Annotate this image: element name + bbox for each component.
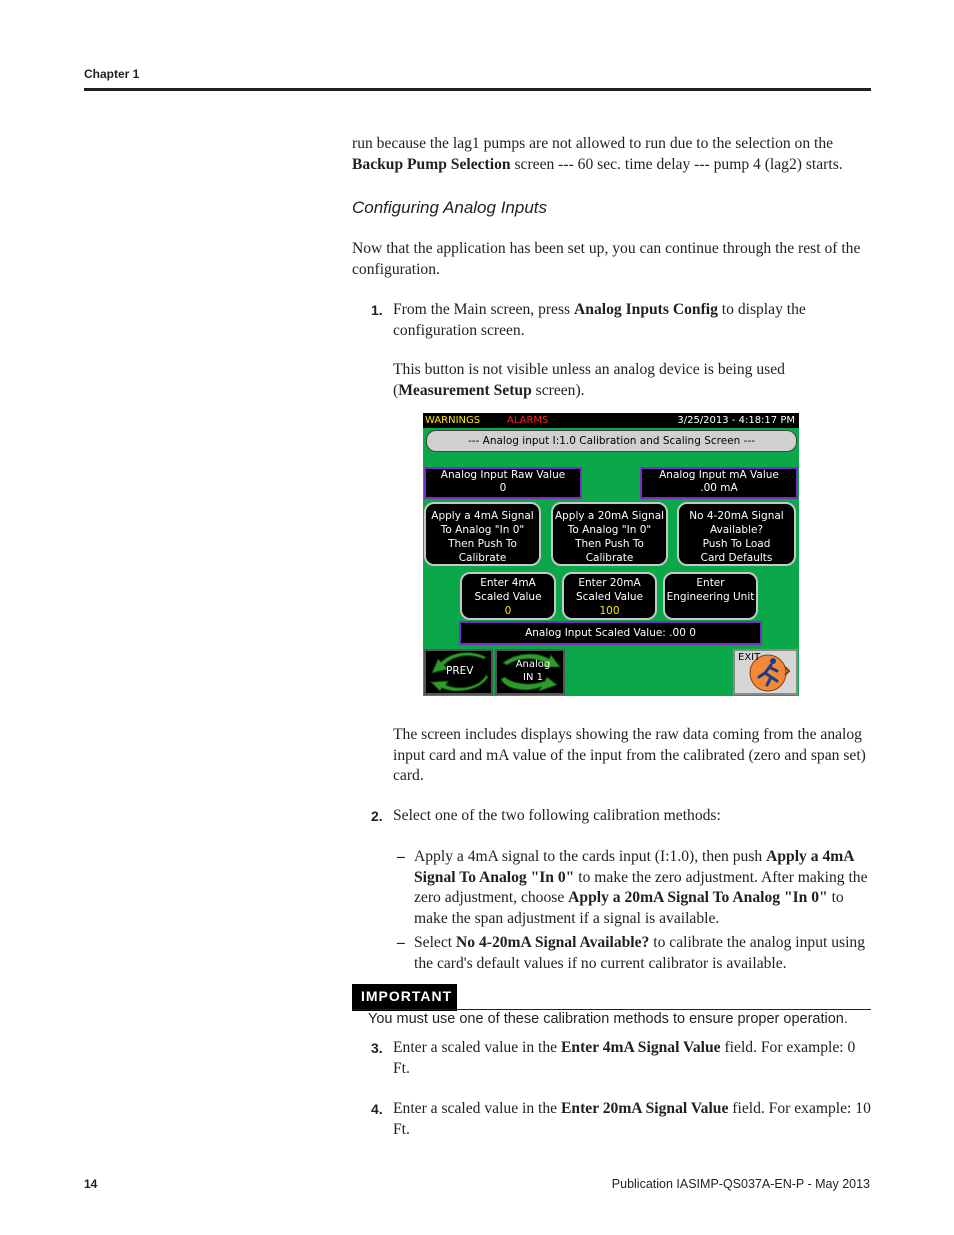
chapter-label: Chapter 1 xyxy=(84,67,140,81)
hmi-enter-20ma-button[interactable] xyxy=(562,572,657,620)
hmi-btn-20ma-l3: Then Push To xyxy=(575,538,644,550)
hmi-btn-default-l1: No 4-20mA Signal xyxy=(689,510,784,522)
intro-line2: screen --- 60 sec. time delay --- pump 4 (lag2) starts. xyxy=(510,155,843,173)
step1-note-post: screen). xyxy=(531,381,585,399)
bullet-text xyxy=(414,847,870,929)
bullet1-t1: Apply a 4mA signal to the cards input (I:1.0), then push xyxy=(414,848,767,865)
hmi-analog-in1-l1: Analog xyxy=(515,659,551,670)
hmi-title-bar: --- Analog input I:1.0 Calibration and Scaling Screen --- xyxy=(426,430,797,452)
hmi-btn-20ma-l1: Apply a 20mA Signal xyxy=(554,510,665,522)
bullet1-t3: to make the span adjustment if a signal is available. xyxy=(414,889,844,927)
hmi-calibration-screenshot xyxy=(423,413,799,696)
important-badge: IMPORTANT xyxy=(352,984,457,1011)
hmi-analog-in1-button[interactable] xyxy=(495,649,565,695)
hmi-warnings: WARNINGS xyxy=(425,415,481,426)
hmi-enter-20ma-l2: Scaled Value xyxy=(575,591,644,603)
step4-pre: Enter a scaled value in the xyxy=(393,1100,561,1117)
hmi-enter-20ma-value: 100 xyxy=(599,605,620,617)
hmi-btn-default-l4: Card Defaults xyxy=(700,552,773,564)
hmi-apply-4ma-button[interactable] xyxy=(424,502,541,566)
hmi-btn-20ma-l4: Calibrate xyxy=(585,552,634,564)
hmi-btn-4ma-l2: To Analog "In 0" xyxy=(440,524,525,536)
bullet2-t2: to calibrate the analog input using the card's default values if no current calibrator is available. xyxy=(414,934,866,972)
important-text: You must use one of these calibration methods to ensure proper operation. xyxy=(368,1011,848,1027)
hmi-ma-value-display xyxy=(640,467,798,499)
publication-info: Publication IASIMP-QS037A-EN-P - May 2013 xyxy=(611,1177,870,1191)
hmi-exit-button[interactable] xyxy=(733,649,798,695)
step-number: 4. xyxy=(371,1101,383,1117)
step1-pre: From the Main screen, press xyxy=(393,301,575,318)
hmi-raw-value-display xyxy=(424,467,582,499)
bullet-text xyxy=(414,933,870,974)
hmi-btn-4ma-l3: Then Push To xyxy=(448,538,517,550)
hmi-enter-4ma-button[interactable] xyxy=(460,572,556,620)
intro-bold: Backup Pump Selection xyxy=(352,155,511,173)
hmi-apply-20ma-button[interactable] xyxy=(551,502,668,566)
hmi-enter-unit-l1: Enter xyxy=(696,577,725,589)
hmi-datetime: 3/25/2013 - 4:18:17 PM xyxy=(677,415,795,426)
step1-note-bold: Measurement Setup xyxy=(398,381,532,399)
setup-paragraph: Now that the application has been set up, you can continue through the rest of the configuration. xyxy=(352,240,861,278)
hmi-btn-4ma-l4: Calibrate xyxy=(458,552,507,564)
page-number: 14 xyxy=(84,1177,98,1191)
bullet2-t1: Select xyxy=(414,934,456,951)
hmi-btn-default-l2: Available? xyxy=(709,524,764,536)
hmi-alarms: ALARMS xyxy=(507,415,549,426)
hmi-enter-unit-l2: Engineering Unit xyxy=(666,591,755,603)
hmi-scaled-value-display: Analog Input Scaled Value: .00 0 xyxy=(459,621,762,645)
hmi-enter-4ma-l2: Scaled Value xyxy=(474,591,542,603)
bullet1-b2: Apply a 20mA Signal To Analog "In 0" xyxy=(568,889,828,906)
hmi-load-defaults-button[interactable] xyxy=(677,502,796,566)
hmi-raw-label: Analog Input Raw Value xyxy=(440,469,566,481)
step1-bold: Analog Inputs Config xyxy=(574,301,718,318)
intro-line1: run because the lag1 pumps are not allowed to run due to the selection on the xyxy=(352,135,834,152)
important-rule xyxy=(352,1009,871,1010)
hmi-btn-20ma-l2: To Analog "In 0" xyxy=(567,524,652,536)
bullet1-t2: to make the zero adjustment. After making the zero adjustment, choose xyxy=(414,868,868,906)
step-text xyxy=(393,300,871,341)
step3-pre: Enter a scaled value in the xyxy=(393,1039,561,1056)
hmi-exit-label: EXIT xyxy=(738,652,761,663)
intro-paragraph xyxy=(352,134,874,175)
hmi-ma-label: Analog Input mA Value xyxy=(659,469,779,481)
hmi-btn-4ma-l1: Apply a 4mA Signal xyxy=(431,510,534,522)
step3-bold: Enter 4mA Signal Value xyxy=(561,1039,721,1056)
bullet2-b1: No 4-20mA Signal Available? xyxy=(456,934,650,951)
hmi-enter-4ma-value: 0 xyxy=(504,605,512,617)
step-number: 3. xyxy=(371,1040,383,1056)
step1-note xyxy=(393,360,871,401)
hmi-raw-value: 0 xyxy=(499,482,507,494)
hmi-btn-default-l3: Push To Load xyxy=(702,538,771,550)
hmi-analog-in1-label xyxy=(513,658,553,684)
bullet-dash: – xyxy=(397,934,405,951)
step-number: 2. xyxy=(371,808,383,824)
hmi-enter-unit-button[interactable] xyxy=(663,572,758,620)
hmi-prev-button[interactable] xyxy=(424,649,493,695)
step4-post: field. For example: 10 Ft. xyxy=(393,1100,871,1138)
hmi-top-bar xyxy=(423,413,799,428)
step-number: 1. xyxy=(371,302,383,318)
step4-bold: Enter 20mA Signal Value xyxy=(561,1100,729,1117)
bullet1-b1: Apply a 4mA Signal To Analog "In 0" xyxy=(414,848,854,886)
step1-post: to display the configuration screen. xyxy=(393,301,806,339)
bullet-dash: – xyxy=(397,848,405,865)
step3-post: field. For example: 0 Ft. xyxy=(393,1039,856,1077)
header-rule xyxy=(84,88,871,91)
section-heading: Configuring Analog Inputs xyxy=(352,198,548,217)
step-text xyxy=(393,1099,871,1140)
hmi-enter-4ma-l1: Enter 4mA xyxy=(480,577,536,589)
hmi-analog-in1-l2: IN 1 xyxy=(523,672,543,683)
hmi-enter-20ma-l1: Enter 20mA xyxy=(578,577,641,589)
step-text xyxy=(393,1038,871,1079)
step1-note-pre: This button is not visible unless an analog device is being used ( xyxy=(393,361,785,399)
hmi-ma-value: .00 mA xyxy=(700,482,738,494)
step-text: Select one of the two following calibration methods: xyxy=(393,807,721,824)
hmi-prev-label: PREV xyxy=(446,665,474,677)
screen-description: The screen includes displays showing the raw data coming from the analog input card and mA value of the input from the calibrated (zero and span set) card. xyxy=(393,726,866,784)
